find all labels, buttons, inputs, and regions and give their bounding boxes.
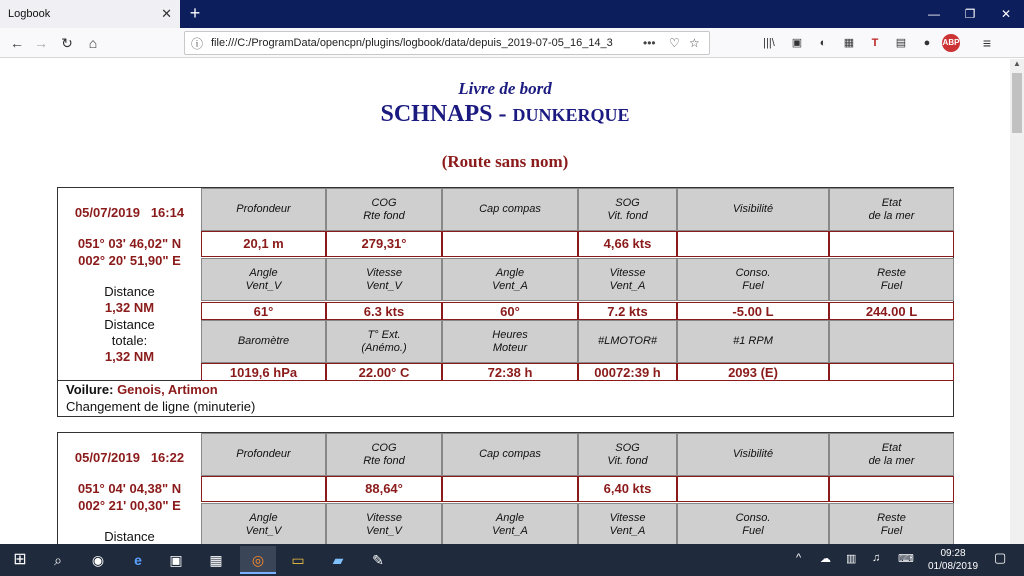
onedrive-icon[interactable]: ▥ xyxy=(846,553,857,565)
value-cell xyxy=(442,231,578,257)
back-icon[interactable]: ← xyxy=(10,35,24,51)
value-cell xyxy=(829,231,954,257)
home-icon[interactable]: ⌂ xyxy=(88,35,98,51)
tab-title: Logbook xyxy=(8,8,51,20)
value-cell: 00072:39 h xyxy=(578,363,677,381)
value-cell xyxy=(829,476,954,502)
route-name: (Route sans nom) xyxy=(441,152,569,171)
file-explorer-icon[interactable]: ▭ xyxy=(291,552,305,568)
column-header: COG Rte fond xyxy=(326,433,442,476)
column-header: Profondeur xyxy=(201,188,326,231)
column-header: SOG Vit. fond xyxy=(578,433,677,476)
maximize-icon[interactable]: ❐ xyxy=(964,7,976,21)
column-header: COG Rte fond xyxy=(326,188,442,231)
boat-title xyxy=(0,101,1010,128)
info-icon[interactable]: ⓘ xyxy=(191,37,204,51)
minimize-icon[interactable]: — xyxy=(928,7,940,21)
forward-icon[interactable]: → xyxy=(34,35,48,51)
column-header: Conso. Fuel xyxy=(677,258,829,301)
column-header: T° Ext. (Anémo.) xyxy=(326,320,442,363)
extension-icon-3[interactable]: T xyxy=(871,37,879,49)
column-header: #1 RPM xyxy=(677,320,829,363)
value-cell: 6,40 kts xyxy=(578,476,677,502)
total-distance-label: Distance xyxy=(104,317,155,332)
sidebar-icon[interactable]: ▣ xyxy=(791,37,803,49)
column-header: Etat de la mer xyxy=(829,188,954,231)
reload-icon[interactable]: ↻ xyxy=(61,35,73,51)
column-header: Visibilité xyxy=(677,188,829,231)
column-header: Profondeur xyxy=(201,433,326,476)
extension-icon-5[interactable]: ● xyxy=(923,37,931,49)
library-icon[interactable]: |||\ xyxy=(763,37,775,49)
column-header: Heures Moteur xyxy=(442,320,578,363)
menu-icon[interactable]: ≡ xyxy=(982,35,992,51)
opencpn-icon[interactable]: ✎ xyxy=(372,552,384,568)
calculator-icon[interactable]: ▦ xyxy=(209,552,223,568)
value-cell: 7.2 kts xyxy=(578,302,677,320)
entry-datetime: 05/07/2019 16:22 xyxy=(74,450,185,465)
search-icon[interactable]: ⌕ xyxy=(54,552,62,568)
new-tab-button[interactable]: + xyxy=(189,3,201,23)
column-header: Conso. Fuel xyxy=(677,503,829,544)
tray-expand-icon[interactable]: ^ xyxy=(796,552,802,564)
column-header: Angle Vent_A xyxy=(442,503,578,544)
sails-line: Voilure: Genois, Artimon xyxy=(66,382,218,397)
task-view-icon[interactable]: ◉ xyxy=(91,552,105,568)
start-icon[interactable]: ⊞ xyxy=(13,551,27,568)
value-cell: -5.00 L xyxy=(677,302,829,320)
scroll-up-icon[interactable]: ▲ xyxy=(1013,59,1021,68)
value-cell: 60° xyxy=(442,302,578,320)
total-distance-label-2: totale: xyxy=(111,333,148,348)
column-header: SOG Vit. fond xyxy=(578,188,677,231)
close-window-icon[interactable]: ✕ xyxy=(1000,7,1012,21)
home-port: DUNKERQUE xyxy=(512,105,630,125)
column-header: Visibilité xyxy=(677,433,829,476)
logbook-title: Livre de bord xyxy=(458,79,552,98)
clock-date: 01/08/2019 xyxy=(928,561,979,572)
distance-label: Distance xyxy=(104,529,155,544)
entry-longitude: 002° 20' 51,90" E xyxy=(78,253,181,268)
value-cell: 244.00 L xyxy=(829,302,954,320)
address-bar[interactable] xyxy=(184,31,710,55)
distance-label: Distance xyxy=(104,284,155,299)
value-cell xyxy=(677,476,829,502)
page-actions-icon[interactable]: ••• xyxy=(643,36,656,50)
value-cell: 20,1 m xyxy=(201,231,326,257)
value-cell xyxy=(677,231,829,257)
distance-value: 1,32 NM xyxy=(104,300,155,315)
value-cell xyxy=(201,476,326,502)
value-cell: 4,66 kts xyxy=(578,231,677,257)
column-header: Vitesse Vent_A xyxy=(578,503,677,544)
column-header: Vitesse Vent_V xyxy=(326,503,442,544)
column-header: Reste Fuel xyxy=(829,503,954,544)
value-cell: 72:38 h xyxy=(442,363,578,381)
taskbar xyxy=(0,544,1024,576)
extension-icon-2[interactable]: ▦ xyxy=(843,37,855,49)
entry-longitude: 002° 21' 00,30" E xyxy=(78,498,181,513)
app-icon[interactable]: ▰ xyxy=(332,552,344,568)
wifi-icon[interactable]: ☁ xyxy=(820,553,831,565)
column-header: Angle Vent_V xyxy=(201,503,326,544)
scroll-thumb[interactable] xyxy=(1012,73,1022,133)
notification-icon[interactable]: ▢ xyxy=(994,550,1007,565)
clock[interactable] xyxy=(928,547,978,573)
log-entry xyxy=(57,187,954,417)
tab-bar xyxy=(0,0,1024,28)
pocket-icon[interactable]: ♡ xyxy=(669,36,680,50)
store-icon[interactable]: ▣ xyxy=(169,552,183,568)
value-cell: 279,31° xyxy=(326,231,442,257)
column-header: Cap compas xyxy=(442,433,578,476)
page-content xyxy=(0,59,1010,544)
value-cell: 2093 (E) xyxy=(677,363,829,381)
tab-close-icon[interactable]: ✕ xyxy=(161,6,172,21)
url-text[interactable]: file:///C:/ProgramData/opencpn/plugins/logbook/data/depuis_2019-07-05_16_14_3 xyxy=(211,37,613,49)
value-cell: 1019,6 hPa xyxy=(201,363,326,381)
value-cell: 61° xyxy=(201,302,326,320)
column-header: Cap compas xyxy=(442,188,578,231)
clock-time: 09:28 xyxy=(940,548,966,559)
total-distance-value: 1,32 NM xyxy=(104,349,155,364)
volume-icon[interactable]: ♫ xyxy=(872,552,881,564)
log-entry xyxy=(57,432,954,544)
column-header: Angle Vent_A xyxy=(442,258,578,301)
column-header: Vitesse Vent_V xyxy=(326,258,442,301)
entry-latitude: 051° 04' 04,38" N xyxy=(77,481,182,496)
column-header: #LMOTOR# xyxy=(578,320,677,363)
entry-latitude: 051° 03' 46,02" N xyxy=(77,236,182,251)
column-header: Vitesse Vent_A xyxy=(578,258,677,301)
value-cell xyxy=(442,476,578,502)
nav-bar xyxy=(0,28,1024,58)
entry-datetime: 05/07/2019 16:14 xyxy=(74,205,185,220)
column-header: Angle Vent_V xyxy=(201,258,326,301)
column-header: Etat de la mer xyxy=(829,433,954,476)
extension-icon-4[interactable]: ▤ xyxy=(895,37,907,49)
firefox-icon[interactable]: ◎ xyxy=(240,546,276,574)
value-cell: 88,64° xyxy=(326,476,442,502)
value-cell xyxy=(829,363,954,381)
adblock-icon[interactable]: ABP xyxy=(942,34,960,52)
column-header: Reste Fuel xyxy=(829,258,954,301)
keyboard-icon[interactable]: ⌨ xyxy=(898,553,914,565)
value-cell: 6.3 kts xyxy=(326,302,442,320)
boat-name: SCHNAPS - xyxy=(380,101,513,127)
tab-logbook[interactable] xyxy=(0,0,180,28)
value-cell: 22.00° C xyxy=(326,363,442,381)
extension-icon-1[interactable]: ◐ xyxy=(819,37,827,49)
column-header: Baromètre xyxy=(201,320,326,363)
scrollbar[interactable] xyxy=(1010,59,1024,544)
bookmark-star-icon[interactable]: ☆ xyxy=(689,36,700,50)
edge-icon[interactable]: e xyxy=(134,552,142,568)
remark: Changement de ligne (minuterie) xyxy=(66,399,256,414)
column-header xyxy=(829,320,954,363)
